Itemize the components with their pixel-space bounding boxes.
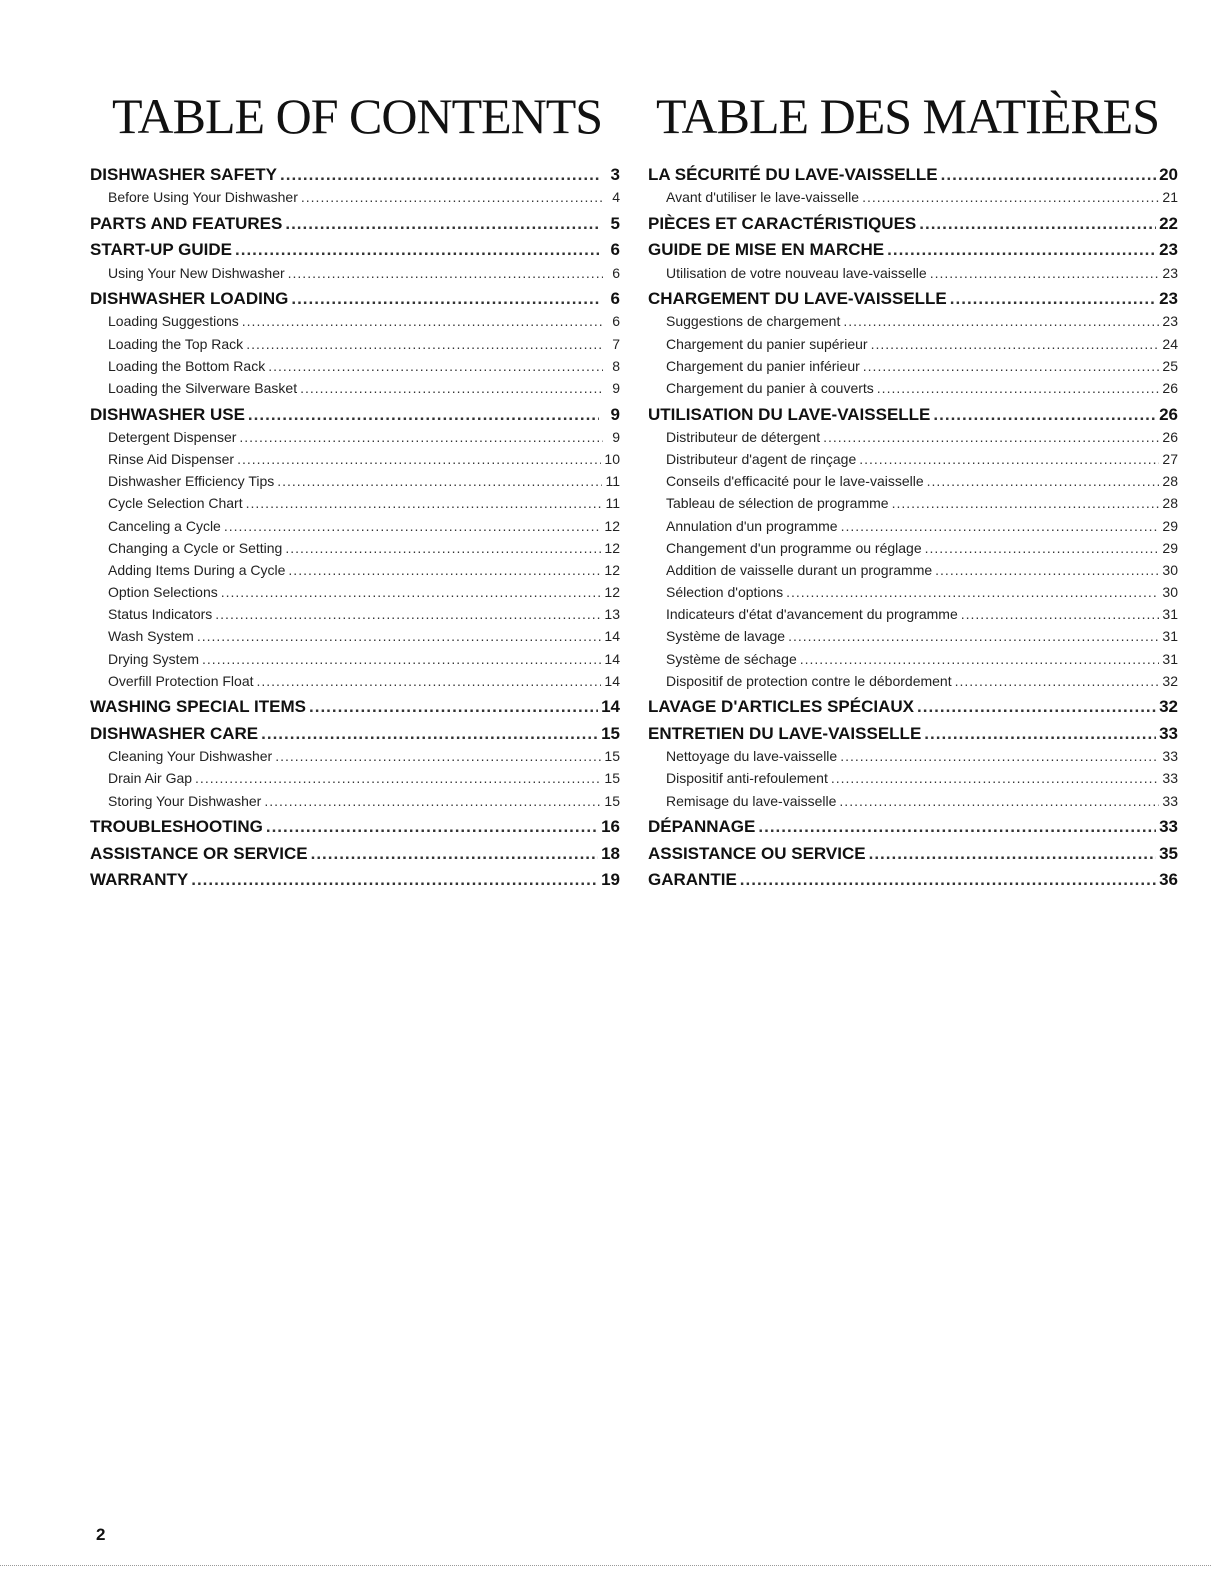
toc-entry-label: Suggestions de chargement bbox=[666, 313, 841, 330]
toc-entry-page: 15 bbox=[604, 748, 620, 765]
toc-dot-leader bbox=[839, 790, 1159, 812]
toc-entry-page: 20 bbox=[1159, 165, 1178, 184]
toc-subsection-entry bbox=[648, 603, 1178, 625]
toc-subsection-entry bbox=[90, 262, 620, 284]
toc-dot-leader bbox=[264, 790, 601, 812]
toc-entry-page: 21 bbox=[1162, 189, 1178, 206]
toc-dot-leader bbox=[237, 448, 601, 470]
toc-entry-page: 7 bbox=[612, 335, 620, 352]
toc-entry-page: 9 bbox=[612, 380, 620, 397]
toc-subsection-entry bbox=[90, 310, 620, 332]
toc-entry-page: 16 bbox=[601, 817, 620, 837]
toc-subsection-entry bbox=[648, 186, 1178, 208]
toc-dot-leader bbox=[843, 310, 1159, 332]
toc-entry-label: Remisage du lave-vaisselle bbox=[666, 792, 837, 809]
toc-entry-label: Tableau de sélection de programme bbox=[666, 495, 889, 512]
toc-dot-leader bbox=[892, 492, 1160, 514]
toc-english-column bbox=[90, 90, 620, 892]
toc-entry-page: 27 bbox=[1162, 450, 1178, 467]
toc-dot-leader bbox=[823, 426, 1159, 448]
toc-entry-page: 14 bbox=[604, 650, 620, 667]
toc-dot-leader bbox=[740, 869, 1156, 891]
toc-dot-leader bbox=[257, 670, 602, 692]
toc-subsection-entry bbox=[90, 581, 620, 603]
toc-entry-page: 12 bbox=[604, 539, 620, 556]
toc-entry-label: Status Indicators bbox=[108, 606, 213, 623]
toc-entry-page: 15 bbox=[601, 723, 620, 743]
toc-entry-label: Addition de vaisselle durant un programme bbox=[666, 561, 933, 578]
toc-entry-label: Indicateurs d'état d'avancement du programme bbox=[666, 606, 958, 623]
toc-dot-leader bbox=[239, 426, 603, 448]
toc-subsection-entry bbox=[90, 377, 620, 399]
toc-section-entry bbox=[90, 239, 620, 261]
toc-title-french: TABLE DES MATIÈRES bbox=[656, 88, 1159, 144]
toc-subsection-entry bbox=[648, 355, 1178, 377]
toc-dot-leader bbox=[961, 603, 1160, 625]
toc-dot-leader bbox=[309, 696, 598, 718]
toc-subsection-entry bbox=[90, 355, 620, 377]
toc-entry-label: Dispositif de protection contre le débordement bbox=[666, 672, 952, 689]
toc-section-entry bbox=[90, 288, 620, 310]
toc-entry-page: 4 bbox=[612, 189, 620, 206]
toc-entry-label: DISHWASHER SAFETY bbox=[90, 165, 278, 184]
toc-dot-leader bbox=[288, 262, 603, 284]
toc-dot-leader bbox=[248, 404, 599, 426]
toc-subsection-entry bbox=[90, 537, 620, 559]
toc-subsection-entry bbox=[648, 333, 1178, 355]
toc-entry-label: Nettoyage du lave-vaisselle bbox=[666, 748, 838, 765]
toc-entry-page: 33 bbox=[1162, 748, 1178, 765]
toc-section-entry bbox=[90, 404, 620, 426]
toc-subsection-entry bbox=[648, 448, 1178, 470]
toc-entry-label: Changement d'un programme ou réglage bbox=[666, 539, 922, 556]
toc-entry-page: 5 bbox=[610, 213, 620, 233]
toc-section-entry bbox=[648, 843, 1178, 865]
toc-dot-leader bbox=[871, 333, 1160, 355]
toc-dot-leader bbox=[235, 239, 599, 261]
toc-entry-page: 18 bbox=[601, 843, 620, 863]
toc-subsection-entry bbox=[90, 745, 620, 767]
toc-entry-page: 15 bbox=[604, 770, 620, 787]
toc-entry-label: Système de séchage bbox=[666, 650, 797, 667]
toc-entry-page: 10 bbox=[604, 450, 620, 467]
toc-subsection-entry bbox=[90, 790, 620, 812]
toc-entry-label: Adding Items During a Cycle bbox=[108, 561, 286, 578]
toc-entry-label: Sélection d'options bbox=[666, 584, 784, 601]
toc-entry-label: PARTS AND FEATURES bbox=[90, 213, 283, 233]
toc-subsection-entry bbox=[648, 377, 1178, 399]
toc-entry-label: Cycle Selection Chart bbox=[108, 495, 243, 512]
toc-section-entry bbox=[648, 288, 1178, 310]
toc-subsection-entry bbox=[90, 448, 620, 470]
toc-dot-leader bbox=[941, 164, 1156, 186]
toc-section-entry bbox=[90, 723, 620, 745]
toc-entry-label: Drying System bbox=[108, 650, 200, 667]
toc-entry-label: Canceling a Cycle bbox=[108, 517, 221, 534]
toc-entry-page: 26 bbox=[1162, 428, 1178, 445]
toc-dot-leader bbox=[840, 745, 1159, 767]
toc-entry-label: PIÈCES ET CARACTÉRISTIQUES bbox=[648, 213, 917, 233]
toc-entry-label: Utilisation de votre nouveau lave-vaisselle bbox=[666, 264, 927, 281]
toc-entry-page: 11 bbox=[605, 473, 620, 490]
toc-dot-leader bbox=[261, 723, 598, 745]
toc-dot-leader bbox=[831, 767, 1160, 789]
toc-dot-leader bbox=[758, 816, 1156, 838]
toc-section-entry bbox=[648, 164, 1178, 186]
toc-section-entry bbox=[648, 239, 1178, 261]
toc-entry-label: Loading the Top Rack bbox=[108, 335, 244, 352]
toc-dot-leader bbox=[311, 843, 598, 865]
toc-entry-page: 6 bbox=[612, 313, 620, 330]
toc-dot-leader bbox=[930, 262, 1160, 284]
toc-section-entry bbox=[90, 164, 620, 186]
toc-entry-page: 29 bbox=[1162, 539, 1178, 556]
toc-entry-page: 32 bbox=[1162, 672, 1178, 689]
toc-dot-leader bbox=[786, 581, 1159, 603]
toc-entry-label: Dispositif anti-refoulement bbox=[666, 770, 828, 787]
toc-dot-leader bbox=[877, 377, 1160, 399]
toc-dot-leader bbox=[277, 470, 602, 492]
toc-entry-label: Système de lavage bbox=[666, 628, 786, 645]
toc-section-entry bbox=[90, 816, 620, 838]
toc-entry-page: 31 bbox=[1162, 628, 1178, 645]
toc-entry-label: Chargement du panier à couverts bbox=[666, 380, 874, 397]
toc-entry-label: WASHING SPECIAL ITEMS bbox=[90, 697, 306, 717]
toc-dot-leader bbox=[285, 537, 601, 559]
toc-entry-label: Drain Air Gap bbox=[108, 770, 193, 787]
toc-dot-leader bbox=[800, 648, 1160, 670]
toc-entry-page: 13 bbox=[604, 606, 620, 623]
toc-section-entry bbox=[648, 213, 1178, 235]
toc-entry-label: Using Your New Dishwasher bbox=[108, 264, 285, 281]
toc-subsection-entry bbox=[648, 310, 1178, 332]
toc-entry-page: 33 bbox=[1162, 770, 1178, 787]
toc-entry-page: 6 bbox=[612, 264, 620, 281]
toc-entry-page: 12 bbox=[604, 584, 620, 601]
toc-entry-page: 30 bbox=[1162, 584, 1178, 601]
toc-entry-label: GARANTIE bbox=[648, 870, 737, 890]
toc-entry-page: 19 bbox=[601, 870, 620, 890]
toc-dot-leader bbox=[300, 377, 603, 399]
toc-dot-leader bbox=[215, 603, 601, 625]
toc-dot-leader bbox=[863, 355, 1160, 377]
toc-entry-label: Conseils d'efficacité pour le lave-vaisselle bbox=[666, 473, 924, 490]
toc-entry-label: ASSISTANCE OR SERVICE bbox=[90, 843, 308, 863]
toc-subsection-entry bbox=[648, 625, 1178, 647]
toc-section-entry bbox=[90, 869, 620, 891]
toc-entry-label: CHARGEMENT DU LAVE-VAISSELLE bbox=[648, 289, 947, 309]
toc-entry-label: START-UP GUIDE bbox=[90, 240, 232, 260]
toc-entry-page: 14 bbox=[604, 628, 620, 645]
toc-entry-page: 33 bbox=[1162, 792, 1178, 809]
toc-dot-leader bbox=[246, 333, 603, 355]
toc-entry-label: Loading Suggestions bbox=[108, 313, 239, 330]
toc-entry-label: Annulation d'un programme bbox=[666, 517, 838, 534]
toc-dot-leader bbox=[917, 696, 1156, 718]
toc-entry-label: DÉPANNAGE bbox=[648, 817, 756, 837]
toc-dot-leader bbox=[221, 581, 602, 603]
toc-subsection-entry bbox=[648, 492, 1178, 514]
toc-subsection-entry bbox=[90, 492, 620, 514]
toc-subsection-entry bbox=[648, 470, 1178, 492]
toc-entry-label: Wash System bbox=[108, 628, 194, 645]
toc-entry-page: 28 bbox=[1162, 495, 1178, 512]
toc-entry-label: Rinse Aid Dispenser bbox=[108, 450, 235, 467]
toc-entry-label: Overfill Protection Float bbox=[108, 672, 254, 689]
toc-dot-leader bbox=[933, 404, 1156, 426]
toc-subsection-entry bbox=[648, 515, 1178, 537]
toc-entry-page: 6 bbox=[610, 289, 620, 309]
toc-dot-leader bbox=[197, 625, 602, 647]
toc-entry-label: LAVAGE D'ARTICLES SPÉCIAUX bbox=[648, 697, 914, 717]
toc-subsection-entry bbox=[648, 745, 1178, 767]
toc-entry-page: 12 bbox=[604, 517, 620, 534]
toc-entry-page: 6 bbox=[610, 240, 620, 260]
toc-dot-leader bbox=[195, 767, 601, 789]
toc-dot-leader bbox=[887, 239, 1156, 261]
toc-dot-leader bbox=[859, 448, 1159, 470]
toc-entry-label: WARRANTY bbox=[90, 870, 189, 890]
toc-entries-english bbox=[90, 164, 620, 892]
toc-entry-label: DISHWASHER LOADING bbox=[90, 289, 289, 309]
toc-entry-page: 32 bbox=[1159, 697, 1178, 717]
toc-entry-label: Dishwasher Efficiency Tips bbox=[108, 473, 275, 490]
toc-section-entry bbox=[648, 816, 1178, 838]
toc-title-english: TABLE OF CONTENTS bbox=[112, 88, 603, 144]
toc-dot-leader bbox=[224, 515, 602, 537]
toc-entry-label: ENTRETIEN DU LAVE-VAISSELLE bbox=[648, 723, 922, 743]
toc-subsection-entry bbox=[648, 581, 1178, 603]
toc-dot-leader bbox=[925, 537, 1160, 559]
toc-subsection-entry bbox=[648, 262, 1178, 284]
toc-dot-leader bbox=[869, 843, 1156, 865]
toc-section-entry bbox=[648, 869, 1178, 891]
toc-subsection-entry bbox=[648, 767, 1178, 789]
toc-subsection-entry bbox=[90, 515, 620, 537]
toc-dot-leader bbox=[280, 164, 599, 186]
toc-subsection-entry bbox=[648, 670, 1178, 692]
toc-entry-page: 28 bbox=[1162, 473, 1178, 490]
toc-entry-page: 9 bbox=[612, 428, 620, 445]
toc-dot-leader bbox=[950, 288, 1156, 310]
toc-entry-label: Loading the Silverware Basket bbox=[108, 380, 298, 397]
toc-entry-page: 26 bbox=[1162, 380, 1178, 397]
toc-section-entry bbox=[90, 696, 620, 718]
toc-entry-label: TROUBLESHOOTING bbox=[90, 817, 263, 837]
toc-entry-label: Option Selections bbox=[108, 584, 218, 601]
toc-dot-leader bbox=[841, 515, 1160, 537]
toc-dot-leader bbox=[862, 186, 1159, 208]
toc-dot-leader bbox=[301, 186, 603, 208]
toc-subsection-entry bbox=[90, 625, 620, 647]
toc-entry-label: Cleaning Your Dishwasher bbox=[108, 748, 273, 765]
bottom-dotted-rule bbox=[0, 1565, 1211, 1567]
toc-subsection-entry bbox=[648, 790, 1178, 812]
toc-entry-page: 33 bbox=[1159, 723, 1178, 743]
toc-subsection-entry bbox=[90, 767, 620, 789]
toc-entry-label: Chargement du panier inférieur bbox=[666, 357, 860, 374]
toc-entry-label: DISHWASHER CARE bbox=[90, 723, 259, 743]
toc-dot-leader bbox=[291, 288, 599, 310]
toc-entry-page: 31 bbox=[1162, 606, 1178, 623]
toc-dot-leader bbox=[927, 470, 1160, 492]
toc-entry-page: 25 bbox=[1162, 357, 1178, 374]
toc-entry-label: Changing a Cycle or Setting bbox=[108, 539, 283, 556]
toc-entry-label: Loading the Bottom Rack bbox=[108, 357, 266, 374]
toc-dot-leader bbox=[275, 745, 601, 767]
toc-section-entry bbox=[648, 696, 1178, 718]
toc-entry-page: 29 bbox=[1162, 517, 1178, 534]
toc-dot-leader bbox=[242, 310, 603, 332]
toc-entry-page: 36 bbox=[1159, 870, 1178, 890]
toc-dot-leader bbox=[202, 648, 601, 670]
toc-entry-label: Avant d'utiliser le lave-vaisselle bbox=[666, 189, 860, 206]
toc-dot-leader bbox=[788, 625, 1159, 647]
toc-entry-label: Distributeur d'agent de rinçage bbox=[666, 450, 857, 467]
toc-subsection-entry bbox=[648, 537, 1178, 559]
toc-subsection-entry bbox=[90, 670, 620, 692]
toc-section-entry bbox=[648, 404, 1178, 426]
toc-entry-label: Distributeur de détergent bbox=[666, 428, 821, 445]
toc-subsection-entry bbox=[648, 648, 1178, 670]
toc-entry-page: 33 bbox=[1159, 817, 1178, 837]
toc-entry-page: 26 bbox=[1159, 404, 1178, 424]
toc-entry-label: Storing Your Dishwasher bbox=[108, 792, 262, 809]
toc-french-column bbox=[648, 90, 1178, 892]
toc-subsection-entry bbox=[648, 559, 1178, 581]
toc-section-entry bbox=[648, 723, 1178, 745]
toc-dot-leader bbox=[955, 670, 1160, 692]
toc-entry-page: 23 bbox=[1162, 264, 1178, 281]
toc-entry-page: 24 bbox=[1162, 335, 1178, 352]
toc-entry-page: 3 bbox=[610, 165, 620, 184]
toc-entry-label: LA SÉCURITÉ DU LAVE-VAISSELLE bbox=[648, 165, 938, 184]
toc-entry-page: 14 bbox=[604, 672, 620, 689]
toc-entry-label: GUIDE DE MISE EN MARCHE bbox=[648, 240, 885, 260]
toc-entry-label: ASSISTANCE OU SERVICE bbox=[648, 843, 866, 863]
toc-entry-label: DISHWASHER USE bbox=[90, 404, 245, 424]
toc-entry-page: 23 bbox=[1159, 240, 1178, 260]
toc-subsection-entry bbox=[90, 470, 620, 492]
toc-entry-page: 23 bbox=[1159, 289, 1178, 309]
toc-dot-leader bbox=[288, 559, 601, 581]
toc-subsection-entry bbox=[90, 603, 620, 625]
toc-subsection-entry bbox=[648, 426, 1178, 448]
toc-dot-leader bbox=[246, 492, 603, 514]
toc-entry-page: 31 bbox=[1162, 650, 1178, 667]
toc-entry-label: Detergent Dispenser bbox=[108, 428, 237, 445]
toc-entry-page: 35 bbox=[1159, 843, 1178, 863]
page-number: 2 bbox=[96, 1525, 106, 1544]
toc-subsection-entry bbox=[90, 648, 620, 670]
toc-subsection-entry bbox=[90, 559, 620, 581]
toc-subsection-entry bbox=[90, 426, 620, 448]
toc-entry-label: UTILISATION DU LAVE-VAISSELLE bbox=[648, 404, 931, 424]
toc-entry-page: 11 bbox=[605, 495, 620, 512]
toc-entry-page: 8 bbox=[612, 357, 620, 374]
toc-subsection-entry bbox=[90, 186, 620, 208]
toc-dot-leader bbox=[266, 816, 598, 838]
toc-entry-page: 30 bbox=[1162, 561, 1178, 578]
toc-section-entry bbox=[90, 843, 620, 865]
toc-entry-label: Chargement du panier supérieur bbox=[666, 335, 868, 352]
toc-entry-page: 12 bbox=[604, 561, 620, 578]
toc-entry-page: 22 bbox=[1159, 213, 1178, 233]
toc-entry-page: 9 bbox=[610, 404, 620, 424]
toc-subsection-entry bbox=[90, 333, 620, 355]
toc-entries-french bbox=[648, 164, 1178, 892]
toc-entry-page: 14 bbox=[601, 697, 620, 717]
toc-entry-page: 23 bbox=[1162, 313, 1178, 330]
toc-dot-leader bbox=[191, 869, 598, 891]
toc-dot-leader bbox=[919, 213, 1156, 235]
toc-dot-leader bbox=[268, 355, 603, 377]
toc-dot-leader bbox=[924, 723, 1156, 745]
toc-dot-leader bbox=[935, 559, 1159, 581]
toc-entry-label: Before Using Your Dishwasher bbox=[108, 189, 298, 206]
toc-section-entry bbox=[90, 213, 620, 235]
toc-dot-leader bbox=[285, 213, 599, 235]
toc-entry-page: 15 bbox=[604, 792, 620, 809]
